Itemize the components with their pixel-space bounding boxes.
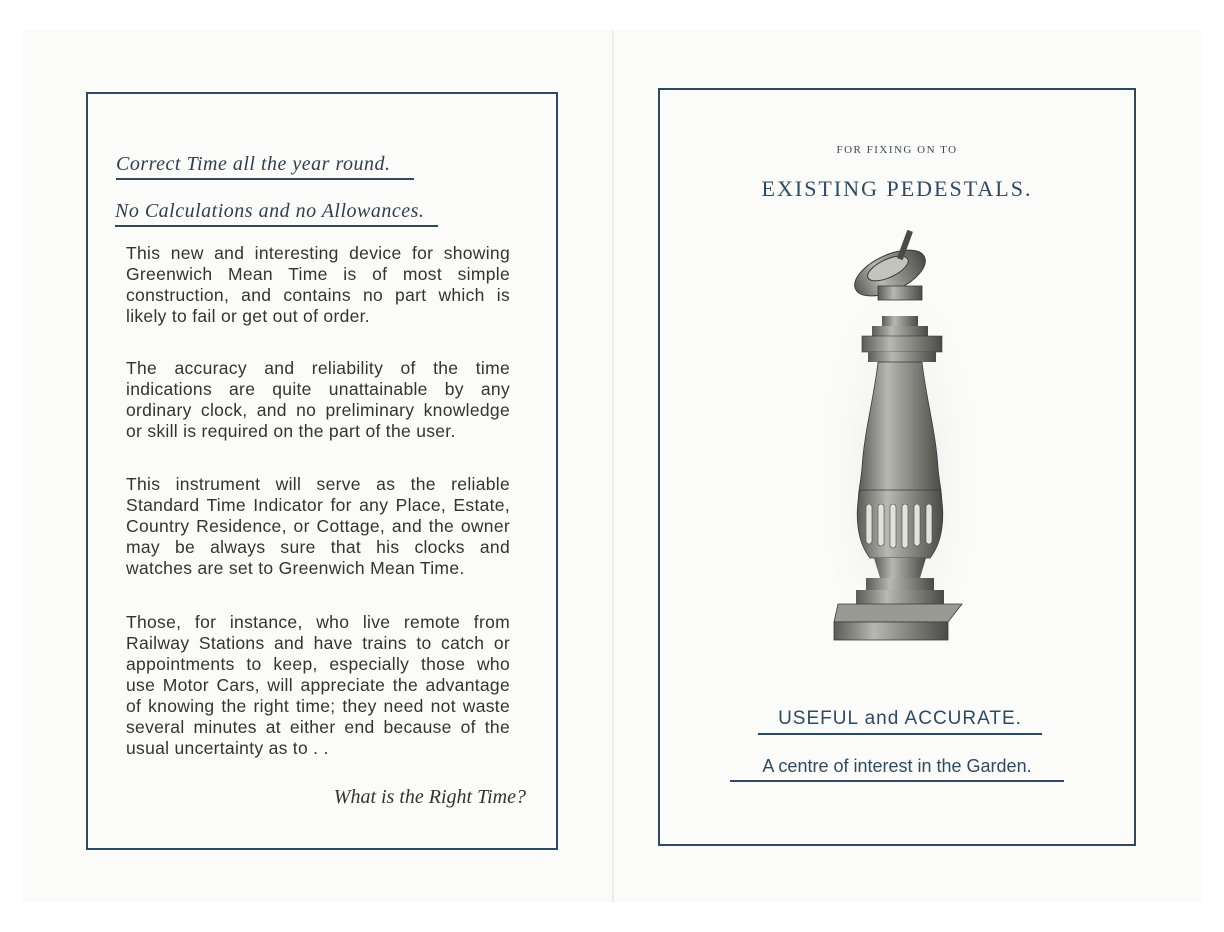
center-fold: [612, 30, 614, 902]
tagline-useful-accurate: USEFUL and ACCURATE.: [758, 708, 1042, 735]
paragraph-3: This instrument will serve as the reliable Standard Time Indicator for any Place, Estate, Country Residence, or Cottage, and the owner may be always sure that his clocks and watches are set to Greenwich Mean Time.: [126, 474, 510, 578]
pedestal-sundial-illustration: [820, 228, 980, 644]
page-title: EXISTING PEDESTALS.: [761, 176, 1033, 201]
heading-correct-time: Correct Time all the year round.: [116, 153, 414, 180]
signoff-question: What is the Right Time?: [333, 786, 526, 808]
kicker-text: FOR FIXING ON TO: [836, 144, 958, 156]
paragraph-2: The accuracy and reliability of the time indications are quite unattainable by any ordinary clock, and no preliminary knowledge or skill is required on the part of the user.: [126, 358, 510, 441]
heading-no-calculations: No Calculations and no Allowances.: [115, 200, 438, 227]
paragraph-1: This new and interesting device for showing Greenwich Mean Time is of most simple construction, and contains no part which is likely to fail or get out of order.: [126, 243, 510, 326]
paragraph-4: Those, for instance, who live remote from Railway Stations and have trains to catch or appointments to keep, especially those who use Motor Cars, will appreciate the advantage of knowing the right time; they need not waste several minutes at either end because of the usual uncertainty as to . .: [126, 612, 510, 758]
subline-garden: A centre of interest in the Garden.: [730, 756, 1064, 782]
